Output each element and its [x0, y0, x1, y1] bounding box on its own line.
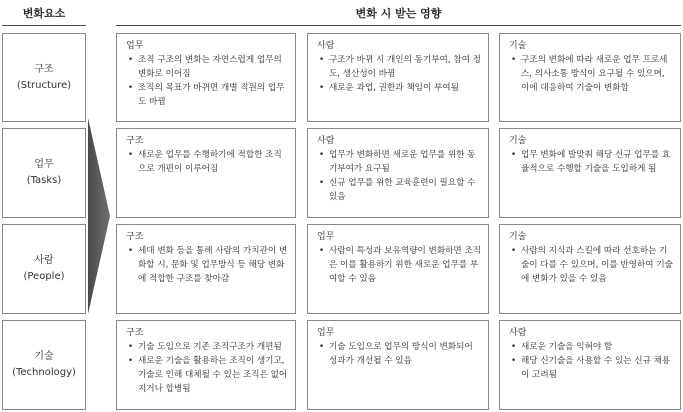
effect-cell-tasks-to-people [307, 128, 489, 218]
effect-cell-tasks-to-structure [116, 128, 296, 218]
effect-target-title: 구조 [126, 232, 144, 242]
effect-bullet-list [317, 244, 482, 286]
effect-target-title: 기술 [509, 136, 527, 146]
effect-bullet: • 사람이 특성과 보유역량이 변화하면 조직은 이를 활용하기 위한 새로운 업무를 부여할 수 있음 [329, 244, 482, 286]
effect-target-title: 업무 [317, 232, 335, 242]
factor-english: (People) [23, 271, 65, 282]
effect-target-title: 기술 [509, 232, 527, 242]
effect-bullet: • 새로운 기술을 익혀야 함 [521, 340, 674, 354]
factor-structure [2, 33, 86, 122]
effect-bullet-list [317, 340, 482, 368]
effect-cell-technology-to-tasks [307, 320, 489, 410]
effect-cell-tasks-to-technology [499, 128, 681, 218]
factor-english: (Tasks) [26, 175, 62, 186]
effect-target-title: 기술 [509, 41, 527, 51]
effect-cell-structure-to-technology [499, 33, 681, 122]
effect-bullet: • 사람의 지식과 스킬에 따라 선호하는 기술이 다를 수 있으며, 이를 반영하여 기술에 변화가 있을 수 있음 [521, 244, 674, 286]
factor-people [2, 224, 86, 314]
effect-bullet-list [126, 148, 289, 176]
effect-bullet-list [509, 53, 674, 95]
effect-bullet: • 신규 업무를 위한 교육훈련이 필요할 수 있음 [329, 176, 482, 204]
effect-bullet: • 기술 도입으로 업무의 방식이 변화되어 성과가 개선될 수 있음 [329, 340, 482, 368]
effect-bullet-list [509, 244, 674, 286]
effect-bullet-list [509, 148, 674, 176]
effect-bullet-list [126, 340, 289, 396]
effect-bullet: • 새로운 과업, 권한과 책임이 부여됨 [329, 81, 482, 95]
effect-bullet: • 해당 신기술을 사용할 수 있는 신규 채용이 고려됨 [521, 354, 674, 382]
effect-target-title: 구조 [126, 136, 144, 146]
effect-target-title: 구조 [126, 328, 144, 338]
factor-name: 기술 [34, 351, 54, 362]
effect-bullet: • 기술 도입으로 기존 조직구조가 개편됨 [138, 340, 289, 354]
effect-bullet-list [509, 340, 674, 382]
effect-bullet-list [317, 53, 482, 95]
effect-bullet: • 업무가 변화하면 새로운 업무를 위한 동기부여가 요구됨 [329, 148, 482, 176]
effects-header: 변화 시 받는 영향 [355, 7, 442, 20]
effect-cell-people-to-technology [499, 224, 681, 314]
factor-name: 업무 [34, 159, 54, 170]
effect-bullet: • 조직의 목표가 바뀌면 개별 직원의 업무도 바뀜 [138, 81, 289, 109]
factor-english: (Structure) [16, 79, 72, 91]
effect-target-title: 업무 [126, 41, 144, 51]
effect-cell-technology-to-structure [116, 320, 296, 410]
effect-bullet: • 구조의 변화에 따라 새로운 업무 프로세스, 의사소통 방식이 요구될 수 있으며, 이에 대응하여 기술이 변화함 [521, 53, 674, 95]
factor-name: 사람 [34, 255, 54, 266]
effect-cell-technology-to-people [499, 320, 681, 410]
factors-header-underline [2, 25, 86, 26]
effect-bullet-list [126, 53, 289, 109]
factor-english: (Technology) [12, 367, 76, 378]
effect-cell-structure-to-tasks [116, 33, 296, 122]
effect-target-title: 사람 [509, 328, 527, 338]
factors-header: 변화요소 [22, 7, 66, 20]
factor-tasks [2, 128, 86, 218]
effect-bullet: • 세대 변화 등을 통해 사람의 가치관이 변화할 시, 문화 및 업무방식 등 해당 변화에 적합한 구조를 찾아감 [138, 244, 289, 286]
effects-header-underline [116, 25, 681, 26]
effect-target-title: 사람 [317, 136, 335, 146]
effect-bullet: • 업무 변화에 발맞춰 해당 신규 업무를 효율적으로 수행할 기술을 도입하게 됨 [521, 148, 674, 176]
effect-bullet: • 조직 구조의 변화는 자연스럽게 업무의 변화로 이어짐 [138, 53, 289, 81]
effect-bullet: • 새로운 기술을 활용하는 조직이 생기고, 기술로 인해 대체될 수 있는 조직은 없어지거나 합병됨 [138, 354, 289, 396]
effect-bullet: • 구조가 바뀌 시 개인의 동기부여, 참여 정도, 생산성이 바뀜 [329, 53, 482, 81]
effect-bullet: • 새로운 업무를 수행하기에 적합한 조직으로 개편이 이루어짐 [138, 148, 289, 176]
effect-bullet-list [317, 148, 482, 204]
effect-bullet-list [126, 244, 289, 286]
factor-name: 구조 [34, 63, 54, 75]
effect-cell-people-to-tasks [307, 224, 489, 314]
factor-technology [2, 320, 86, 410]
effect-target-title: 업무 [317, 328, 335, 338]
effect-target-title: 사람 [317, 41, 335, 51]
effect-cell-structure-to-people [307, 33, 489, 122]
chevron-right-arrow-icon [88, 118, 112, 314]
effect-cell-people-to-structure [116, 224, 296, 314]
